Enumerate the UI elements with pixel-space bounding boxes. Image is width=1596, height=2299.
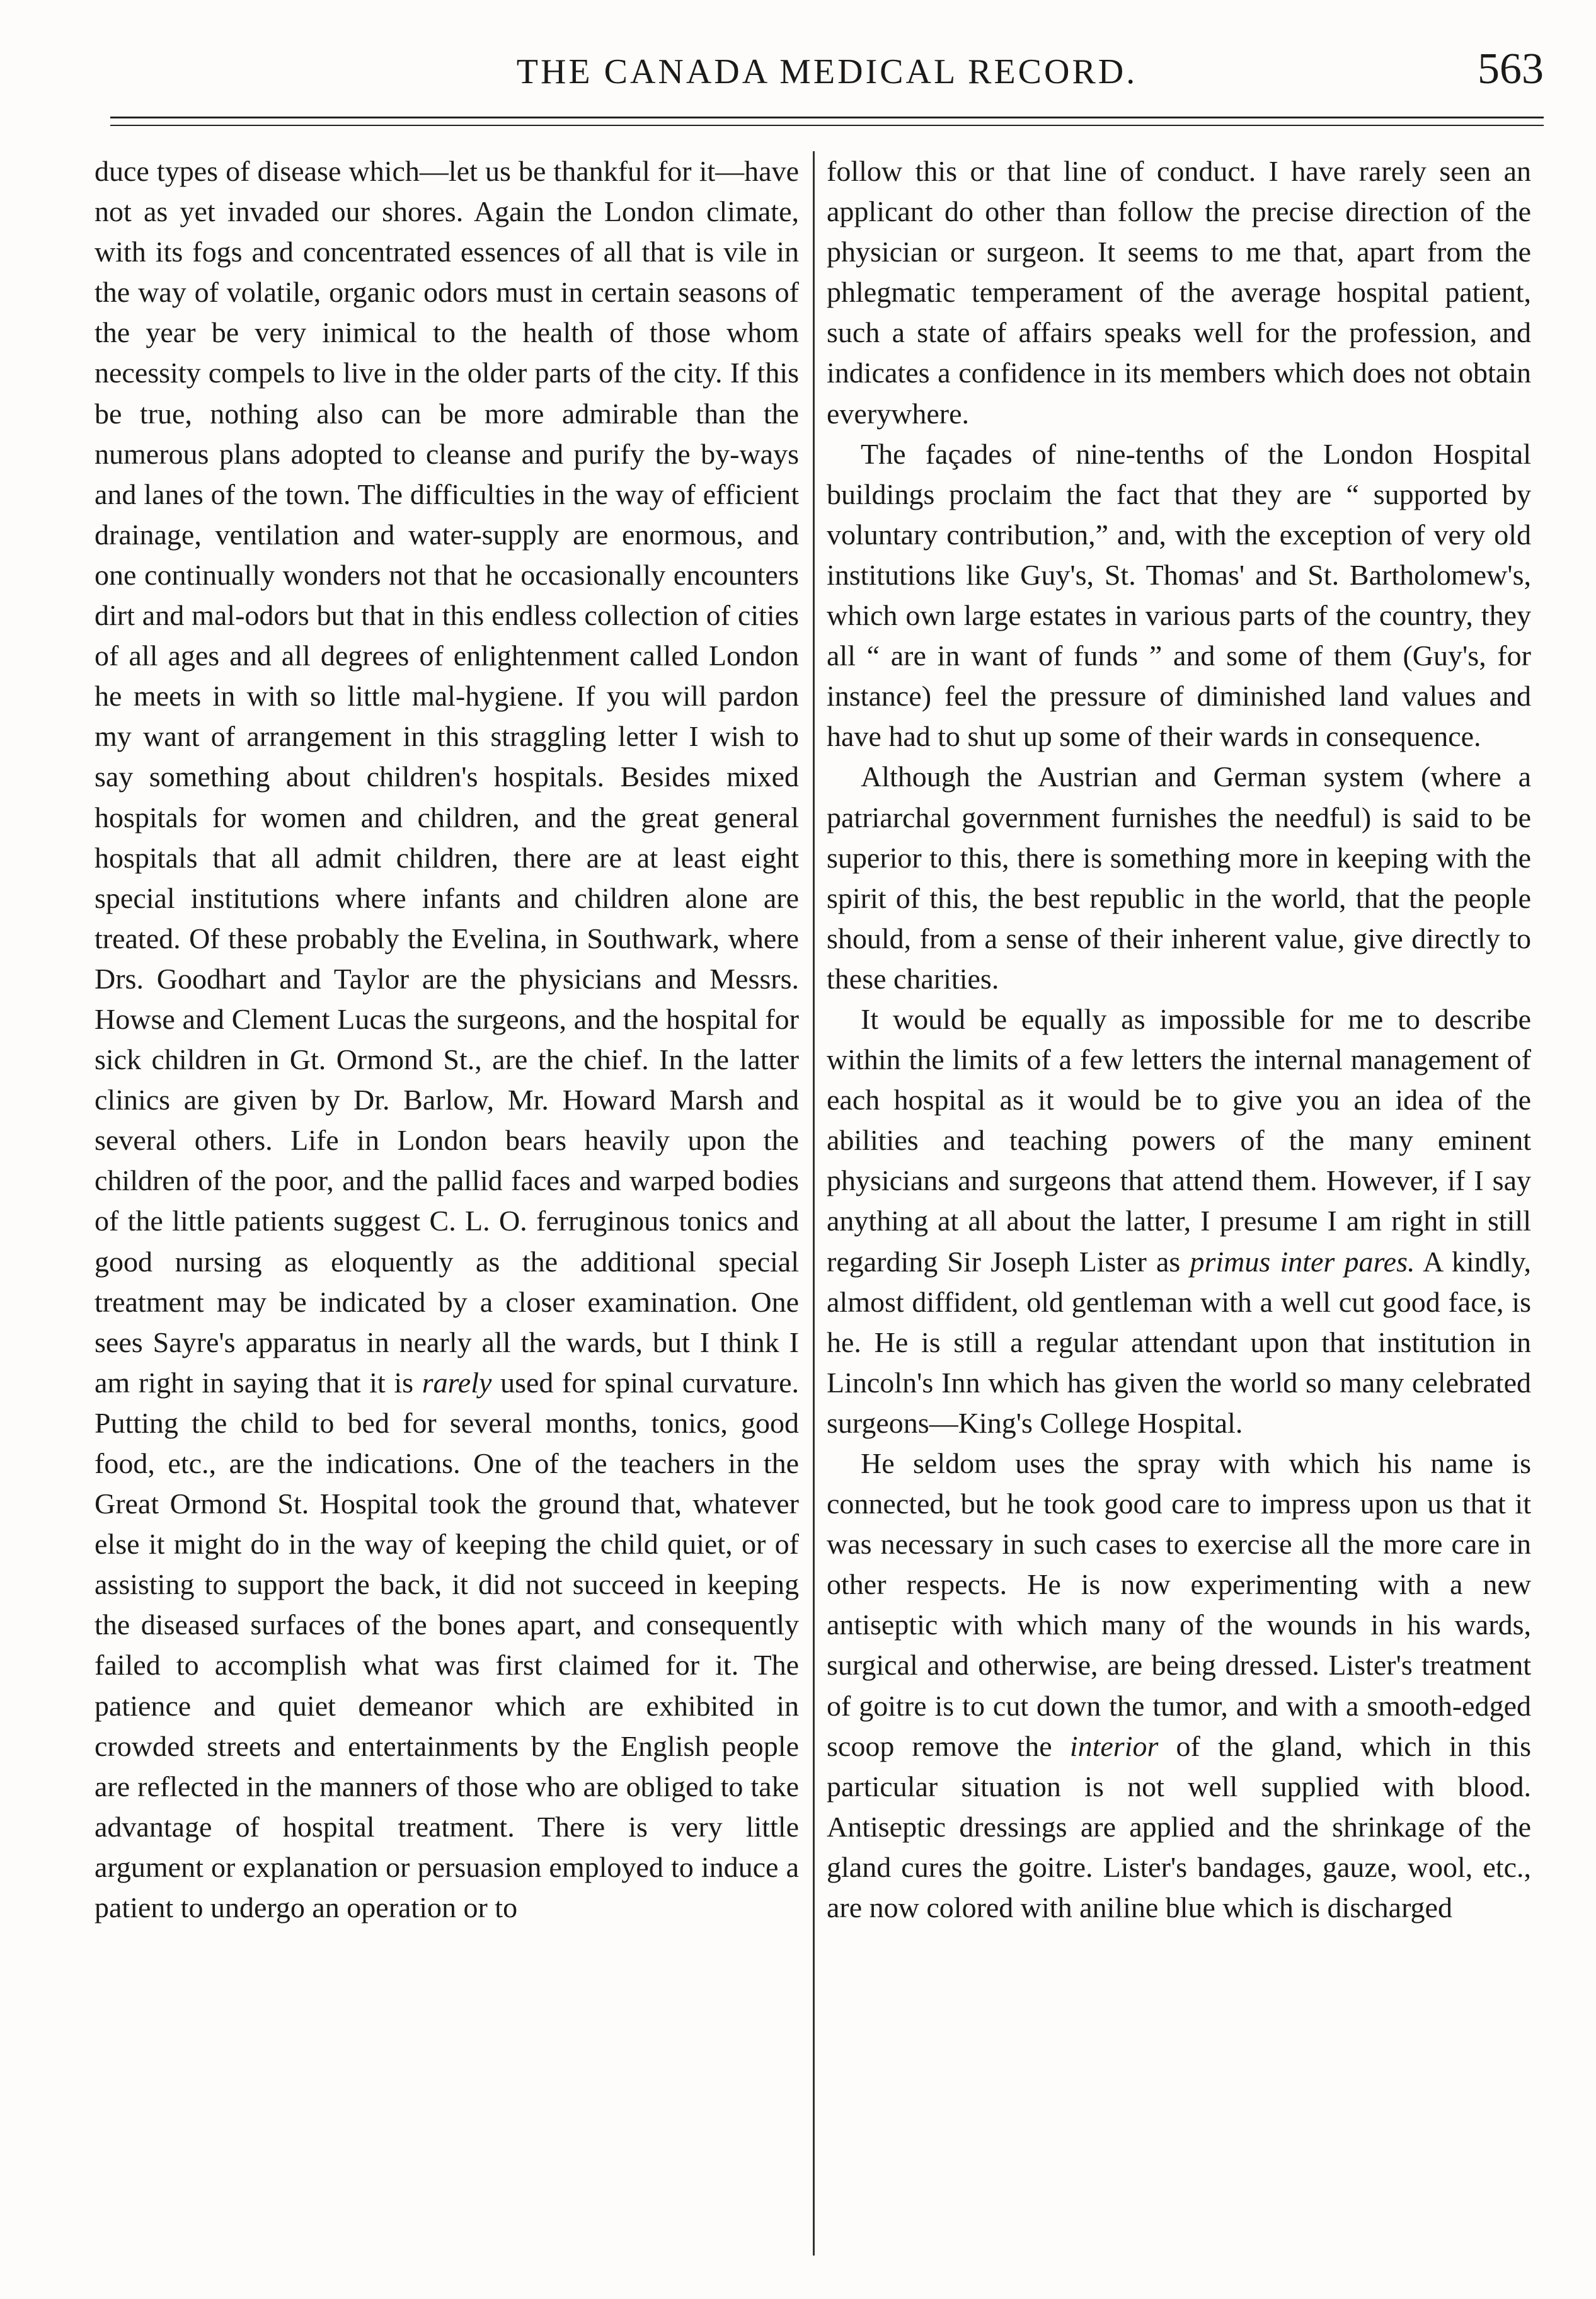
right-paragraph-4-text: It would be equally as impossible for me to describe within the limits of a few letters the internal management of each hospital as it would be to give you an idea of the abilities and teaching powers of the many eminent physicians and surgeons that attend them. However, if I say anything at all about the latter, I presume I am right in still regarding Sir Joseph Lister as (827, 1002, 1531, 1278)
right-paragraph-4-italic: primus inter pares. (1190, 1245, 1415, 1278)
page-number: 563 (1478, 45, 1544, 93)
left-paragraph-1-end: used for spinal curvature. Putting the child to bed for several months, tonics, good food, etc., are the indications. One of the teachers in the Great Ormond St. Hospital took the ground that, whatever else it might do in the way of keeping the child quiet, or of assisting to support the back, it did not succeed in keeping the diseased surfaces of the bones apart, and consequently failed to accomplish what was first claimed for it. The patience and quiet demeanor which are exhibited in crowded streets and entertainments by the English people are reflected in the manners of those who are obliged to take advantage of hospital treatment. There is very little argument or explanation or persuasion employed to induce a patient to undergo an operation or to (95, 1366, 799, 1924)
right-paragraph-5-italic: interior (1069, 1729, 1159, 1762)
header-rule-top (110, 117, 1544, 118)
right-paragraph-2: The façades of nine-tenths of the London Hospital buildings proclaim the fact that they are “ supported by voluntary contribution,” and, with the exception of very old institutions like Guy's, St. Thomas' and St. Bartholomew's, which own large estates in various parts of the country, they all “ are in want of funds ” and some of them (Guy's, for instance) feel the pressure of diminished land values and have had to shut up some of their wards in consequence. (827, 437, 1531, 753)
right-paragraph-5-end: of the gland, which in this particular situation is not well supplied with blood. Antiseptic dressings are applied and the shrinkage of the gland cures the goitre. Lister's bandages, gauze, wool, etc., are now colored with aniline blue which is discharged (827, 1729, 1531, 1924)
right-paragraph-5 (827, 1443, 1531, 1928)
right-paragraph-4-end: A kindly, almost diffident, old gentleman with a well cut good face, is he. He is still a regular attendant upon that institution in Lincoln's Inn which has given the world so many celebrated surgeons—King's College Hospital. (827, 1245, 1531, 1439)
right-column (827, 151, 1531, 2262)
right-paragraph-4 (827, 999, 1531, 1443)
right-paragraph-3: Although the Austrian and German system (where a patriarchal government furnishes the needful) is said to be superior to this, there is something more in keeping with the spirit of this, the best republic in the world, that the people should, from a sense of their inherent value, give directly to these charities. (827, 760, 1531, 995)
right-paragraph-1: follow this or that line of conduct. I have rarely seen an applicant do other than follow the precise direction of the physician or surgeon. It seems to me that, apart from the phlegmatic temperament of the average hospital patient, such a state of affairs speaks well for the profession, and indicates a confidence in its members which does not obtain everywhere. (827, 155, 1531, 430)
right-paragraph-5-text: He seldom uses the spray with which his name is connected, but he took good care to impress upon us that it was necessary in such cases to exercise all the more care in other respects. He is now experimenting with a new antiseptic with which many of the wounds in his wards, surgical and otherwise, are being dressed. Lister's treatment of goitre is to cut down the tumor, and with a smooth-edged scoop remove the (827, 1447, 1531, 1762)
left-paragraph-1 (95, 151, 799, 1928)
column-divider (813, 151, 815, 2256)
running-head: THE CANADA MEDICAL RECORD. (516, 52, 1138, 91)
left-column (95, 151, 799, 2262)
header-rule-bottom (110, 125, 1544, 126)
left-paragraph-1-italic: rarely (422, 1366, 492, 1399)
page-header (110, 44, 1544, 113)
left-paragraph-1-text: duce types of disease which—let us be thankful for it—have not as yet invaded our shores. Again the London climate, with its fogs and concentrated essences of all that is vile in the way of volatile, organic odors must in certain seasons of the year be very inimical to the health of those whom necessity compels to live in the older parts of the city. If this be true, nothing also can be more admirable than the numerous plans adopted to cleanse and purify the by-ways and lanes of the town. The difficulties in the way of efficient drainage, ventilation and water-supply are enormous, and one continually wonders not that he occasionally encounters dirt and mal-odors but that in this endless collection of cities of all ages and all degrees of enlightenment called London he meets in with so little mal-hygiene. If you will pardon my want of arrangement in this straggling letter I wish to say something about children's hospitals. Besides mixed hospitals for women and children, and the great general hospitals that all admit children, there are at least eight special institutions where infants and children alone are treated. Of these probably the Evelina, in Southwark, where Drs. Goodhart and Taylor are the physicians and Messrs. Howse and Clement Lucas the surgeons, and the hospital for sick children in Gt. Ormond St., are the chief. In the latter clinics are given by Dr. Barlow, Mr. Howard Marsh and several others. Life in London bears heavily upon the children of the poor, and the pallid faces and warped bodies of the little patients suggest C. L. O. ferruginous tonics and good nursing as eloquently as the additional special treatment may be indicated by a closer examination. One sees Sayre's apparatus in nearly all the wards, but I think I am right in saying that it is (95, 155, 799, 1399)
